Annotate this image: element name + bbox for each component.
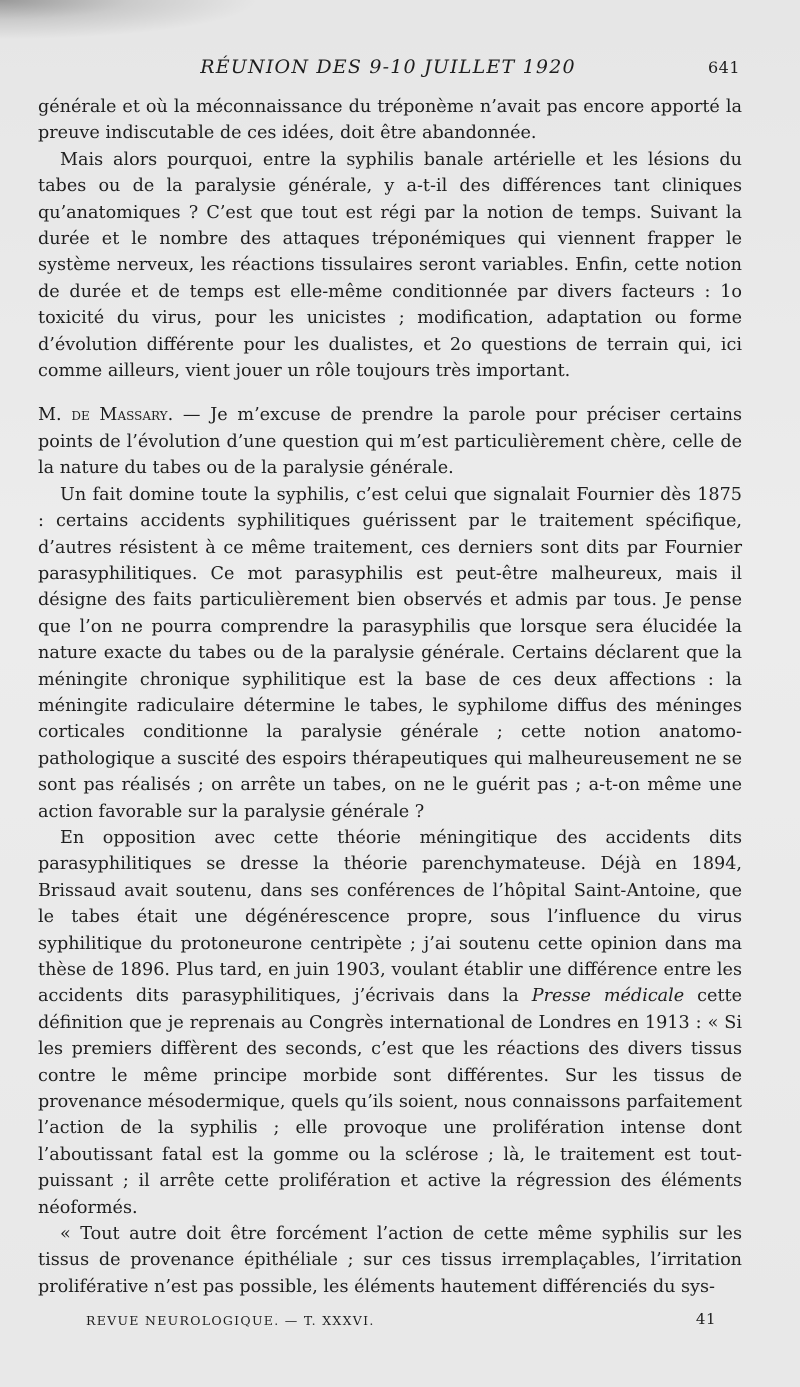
paragraph-quotation: « Tout autre doit être forcément l’action de cette même syphilis sur les tissus de provenance épithéliale ; sur ces tissus irremplaçables, l’irritation proliférative n’est pas possible, les éléments hautement différenciés du sys- xyxy=(38,1224,742,1297)
paragraph-de-massary-intro xyxy=(38,402,742,481)
body-text xyxy=(38,94,742,1300)
paragraph-fournier: Un fait domine toute la syphilis, c’est celui que signalait Fournier dès 1875 : certains accidents syphilitiques guérissent par le traitement spécifique, d’autres résistent à ce même traitement, ces derniers sont dits par Fournier parasyphilitiques. Ce mot parasyphilis est peut-être malheureux, mais il désigne des faits particulièrement bien observés et admis par tous. Je pense que l’on ne pourra comprendre la parasyphilis que lorsque sera élucidée la nature exacte du tabes ou de la paralysie générale. Certains déclarent que la méningite chronique syphilitique est la base de ces deux affections : la méningite radiculaire détermine le tabes, le syphilome diffus des méninges corticales conditionne la paralysie générale ; cette notion anatomo-pathologique a suscité des espoirs thérapeutiques qui malheureusement ne se sont pas réalisés ; on arrête un tabes, on ne le guérit pas ; a-t-on même une action favorable sur la paralysie générale ? xyxy=(38,484,742,822)
paragraph-text: cette définition que je reprenais au Congrès international de Londres en 1913 : « Si les premiers diffèrent des seconds, c’est que les réactions des divers tissus contre le même principe morbide sont différentes. Sur les tissus de provenance mésodermique, quels qu’ils soient, nous connaissons parfaitement l’action de la syphilis ; elle provoque une prolifération intense dont l’aboutissant fatal est la gomme ou la sclérose ; là, le traitement est tout-puissant ; il arrête cette prolifération et active la régression des éléments néoformés. xyxy=(38,986,742,1218)
speaker-name: M. de Massary. xyxy=(38,405,174,426)
page-footer xyxy=(86,1309,716,1333)
paragraph-continuation: générale et où la méconnaissance du tréponème n’avait pas encore apporté la preuve indiscutable de ces idées, doit être abandonnée. xyxy=(38,97,742,144)
paragraph-theorie-parenchymateuse xyxy=(38,825,742,1221)
page-header xyxy=(38,52,738,82)
paragraph-text: En opposition avec cette théorie méningitique des accidents dits parasyphilitiques se dresse la théorie parenchymateuse. Déjà en 1894, Brissaud avait soutenu, dans ses conférences de l’hôpital Saint-Antoine, que le tabes était une dégénérescence propre, sous l’influence du virus syphilitique du protoneurone centripète ; j’ai soutenu cette opinion dans ma thèse de 1896. Plus tard, en juin 1903, voulant établir une différence entre les accidents dits parasyphilitiques, j’écrivais dans la xyxy=(38,827,742,1007)
page-number: 641 xyxy=(707,58,740,77)
speaker-remark: — Je m’excuse de prendre la parole pour préciser certains points de l’évolution d’une question qui m’est particulièrement chère, celle de la nature du tabes ou de la paralysie générale. xyxy=(38,405,742,479)
paragraph-temps: Mais alors pourquoi, entre la syphilis banale artérielle et les lésions du tabes ou de la paralysie générale, y a-t-il des différences tant cliniques qu’anatomiques ? C’est que tout est régi par la notion de temps. Suivant la durée et le nombre des attaques tréponémiques qui viennent frapper le système nerveux, les réactions tissulaires seront variables. Enfin, cette notion de durée et de temps est elle-même conditionnée par divers facteurs : 1o toxicité du virus, pour les unicistes ; modification, adaptation ou forme d’évolution différente pour les dualistes, et 2o questions de terrain qui, ici comme ailleurs, vient jouer un rôle toujours très important. xyxy=(38,149,742,382)
running-title: RÉUNION DES 9-10 JUILLET 1920 xyxy=(200,56,576,78)
journal-footer: REVUE NEUROLOGIQUE. — T. XXXVI. xyxy=(86,1313,375,1328)
scan-corner-shadow xyxy=(0,0,260,40)
journal-title-italic: Presse médicale xyxy=(531,986,685,1007)
signature-mark: 41 xyxy=(695,1310,716,1328)
